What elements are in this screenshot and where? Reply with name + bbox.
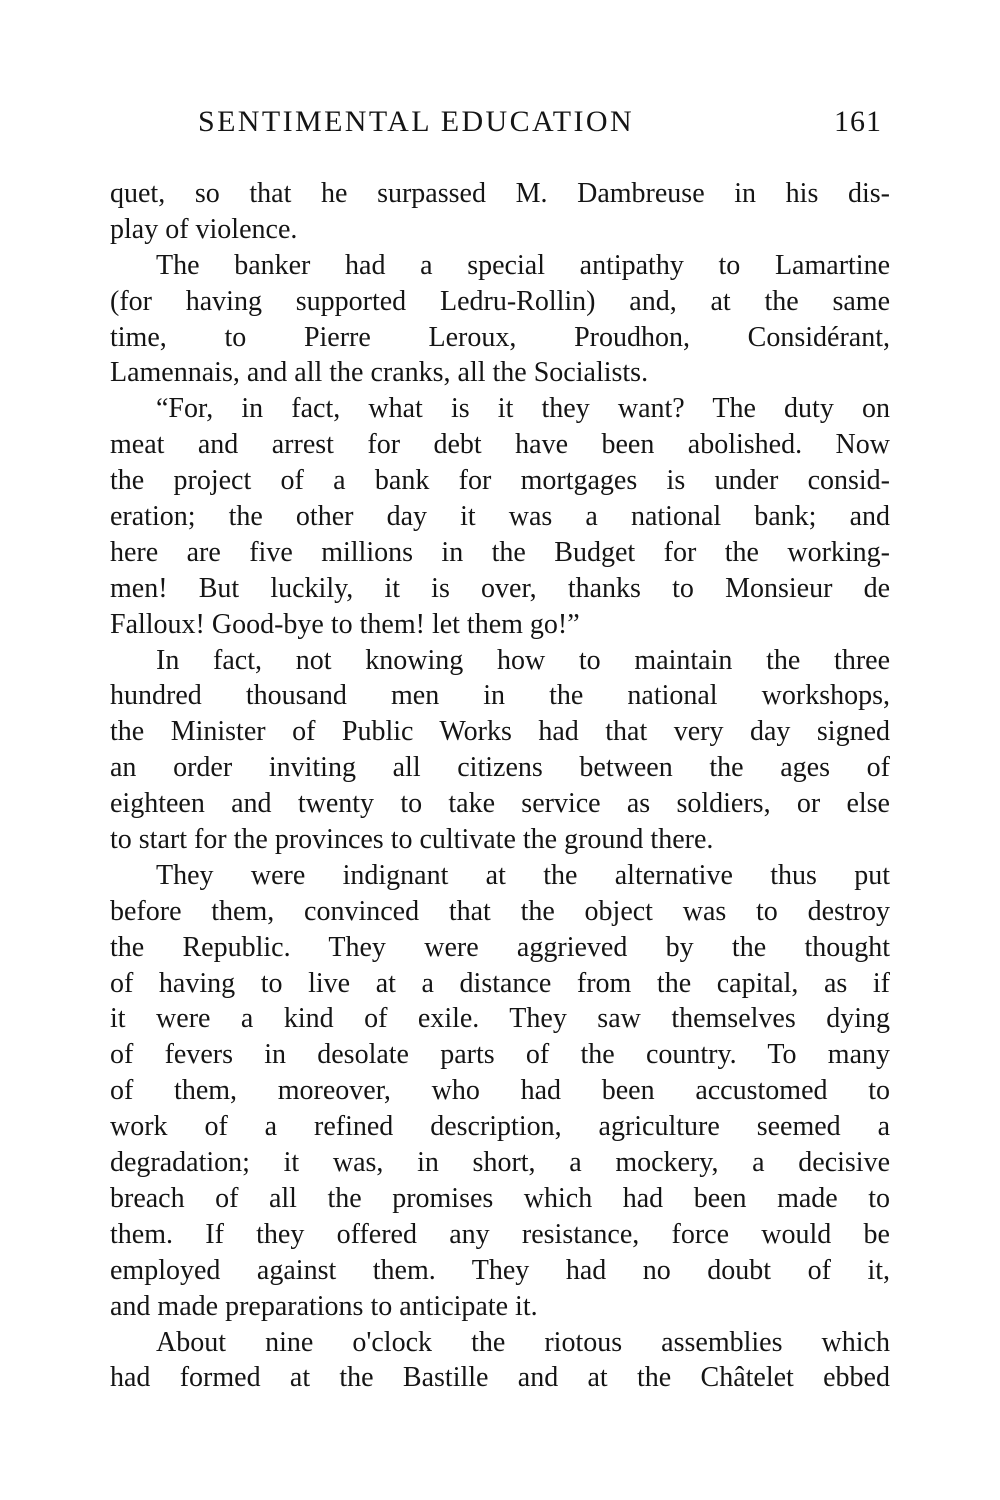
text-line: “For, in fact, what is it they want? The duty on: [156, 393, 890, 425]
text-line: They were indignant at the alternative thus put: [156, 859, 890, 891]
text-line: Falloux! Good-bye to them! let them go!”: [110, 608, 580, 640]
text-line: here are five millions in the Budget for the working-: [110, 536, 890, 568]
text-line: employed against them. They had no doubt of it,: [110, 1254, 890, 1286]
text-line: Lamennais, and all the cranks, all the Socialists.: [110, 357, 649, 389]
text-line: breach of all the promises which had been made to: [110, 1182, 890, 1214]
text-line: it were a kind of exile. They saw themselves dying: [110, 1003, 890, 1035]
text-line: to start for the provinces to cultivate the ground there.: [110, 824, 714, 856]
text-line: eration; the other day it was a national bank; and: [110, 501, 890, 533]
paragraph: [110, 391, 890, 642]
book-page: [110, 100, 890, 1396]
text-line: eighteen and twenty to take service as soldiers, or else: [110, 788, 890, 820]
text-line: the project of a bank for mortgages is under consid-: [110, 465, 890, 497]
text-line: degradation; it was, in short, a mockery, a decisive: [110, 1147, 890, 1179]
text-line: The banker had a special antipathy to Lamartine: [156, 249, 890, 281]
text-line: before them, convinced that the object was to destroy: [110, 895, 890, 927]
text-line: and made preparations to anticipate it.: [110, 1290, 538, 1322]
paragraph: [110, 1325, 890, 1397]
text-line: them. If they offered any resistance, force would be: [110, 1218, 890, 1250]
text-line: In fact, not knowing how to maintain the three: [156, 644, 890, 676]
text-line: About nine o'clock the riotous assemblies which: [156, 1326, 890, 1358]
paragraph: [110, 643, 890, 858]
text-line: play of violence.: [110, 213, 298, 245]
text-line: hundred thousand men in the national workshops,: [110, 680, 890, 712]
text-line: time, to Pierre Leroux, Proudhon, Considérant,: [110, 321, 890, 353]
text-line: the Minister of Public Works had that very day signed: [110, 716, 890, 748]
running-title: SENTIMENTAL EDUCATION: [198, 105, 635, 138]
text-line: the Republic. They were aggrieved by the thought: [110, 931, 890, 963]
text-line: had formed at the Bastille and at the Châtelet ebbed: [110, 1362, 890, 1394]
paragraph: [110, 248, 890, 392]
body-text: [110, 176, 890, 1396]
paragraph: [110, 176, 890, 248]
text-line: of fevers in desolate parts of the country. To many: [110, 1039, 890, 1071]
text-line: men! But luckily, it is over, thanks to Monsieur de: [110, 572, 890, 604]
text-line: quet, so that he surpassed M. Dambreuse in his dis-: [110, 178, 890, 209]
paragraph: [110, 858, 890, 1325]
text-line: (for having supported Ledru-Rollin) and, at the same: [110, 285, 890, 317]
page-number: 161: [834, 105, 882, 138]
text-line: work of a refined description, agriculture seemed a: [110, 1111, 890, 1143]
text-line: an order inviting all citizens between the ages of: [110, 752, 890, 784]
running-head: [110, 100, 890, 152]
text-line: meat and arrest for debt have been abolished. Now: [110, 429, 890, 461]
text-line: of having to live at a distance from the capital, as if: [110, 967, 890, 999]
text-line: of them, moreover, who had been accustomed to: [110, 1075, 890, 1107]
